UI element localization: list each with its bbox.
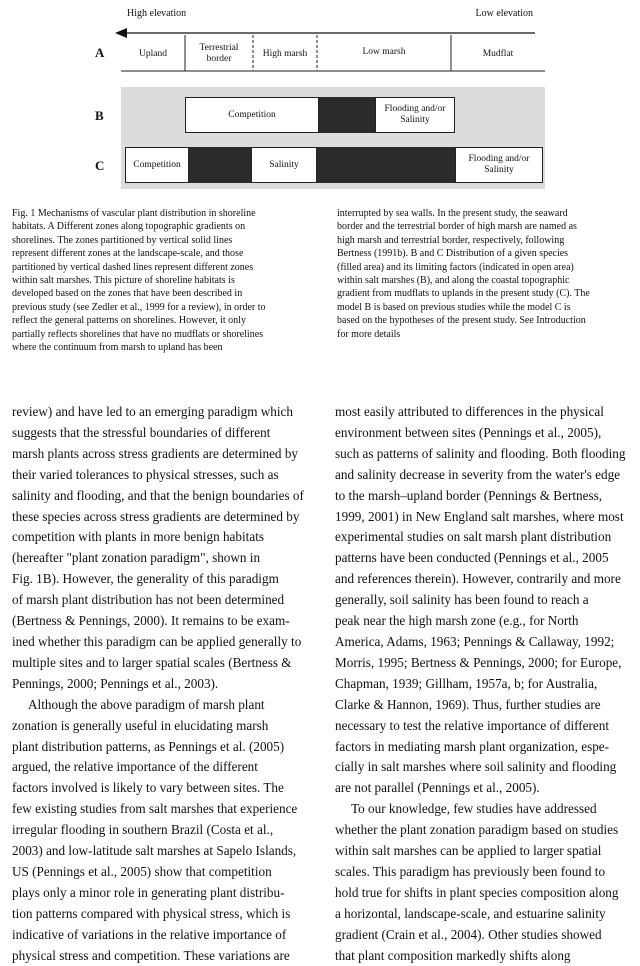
caption-line: gradient from mudflats to uplands in the present study (C). The bbox=[337, 288, 590, 300]
caption-line: high marsh and terrestrial border, respectively, following bbox=[337, 234, 565, 246]
body-line: To our knowledge, few studies have addressed bbox=[351, 801, 597, 817]
figure-caption-right bbox=[337, 207, 631, 341]
body-line: necessary to test the relative importance of different bbox=[335, 717, 610, 733]
caption-line: previous study (see Zedler et al., 1999 for a review), in order to bbox=[12, 301, 266, 313]
body-line: US (Pennings et al., 2005) show that competition bbox=[12, 863, 272, 879]
b-competition-segment: Competition bbox=[185, 97, 319, 133]
figure-caption-left bbox=[12, 207, 306, 354]
body-line: patterns have been conducted (Pennings et al., 2005 bbox=[335, 550, 609, 566]
c-species-distribution-upper bbox=[189, 147, 251, 183]
zone-terrestrial-border: Terrestrial border bbox=[199, 43, 239, 64]
c-salinity-segment: Salinity bbox=[251, 147, 317, 183]
body-line: most easily attributed to differences in the physical bbox=[335, 404, 604, 419]
body-line: salinity and flooding, and that the benign boundaries of bbox=[12, 487, 304, 503]
row-label-a: A bbox=[95, 45, 105, 60]
body-line: scales. This paradigm has previously been found to bbox=[335, 863, 606, 879]
body-line: Chapman, 1939; Gillham, 1957a, b; for Australia, bbox=[335, 675, 598, 691]
body-line: and salinity decrease in severity from the water's edge bbox=[335, 466, 621, 482]
body-line: are not parallel (Pennings et al., 2005). bbox=[335, 780, 540, 796]
body-line: zonation is generally useful in elucidating marsh bbox=[12, 717, 269, 733]
zone-mudflat: Mudflat bbox=[482, 48, 514, 59]
body-line: irregular flooding in southern Brazil (Costa et al., bbox=[12, 822, 274, 838]
body-line: generally, soil salinity has been found to reach a bbox=[335, 592, 589, 608]
caption-line: Bertness (1991b). B and C Distribution of a given species bbox=[337, 248, 569, 260]
body-line: Fig. 1B). However, the generality of this paradigm bbox=[12, 571, 279, 587]
body-line: a horizontal, landscape-scale, and estuarine salinity bbox=[335, 905, 606, 921]
body-line: experimental studies on salt marsh plant distribution bbox=[335, 529, 612, 545]
body-line: factors in mediating marsh plant organization, espe- bbox=[335, 738, 610, 754]
caption-line: based on the hypotheses of the present study. See Introduction bbox=[337, 315, 586, 327]
caption-line: interrupted by sea walls. In the present study, the seaward bbox=[337, 208, 568, 219]
caption-line: reflect the general patterns on shorelines. However, it only bbox=[12, 315, 246, 327]
body-line: (hereafter "plant zonation paradigm", shown in bbox=[12, 550, 261, 566]
row-a-zones bbox=[121, 35, 545, 73]
body-line: America, Adams, 1963; Pennings & Callaway, 1992; bbox=[335, 633, 615, 649]
body-line: peak near the high marsh zone (e.g., for North bbox=[335, 613, 579, 629]
caption-line: partially reflects shorelines that have no mudflats or shorelines bbox=[12, 328, 264, 340]
c-species-distribution-lower bbox=[317, 147, 455, 183]
body-line: their varied tolerances to physical stresses, such as bbox=[12, 466, 279, 482]
body-line: Clarke & Hannon, 1969). Thus, further studies are bbox=[335, 696, 601, 712]
body-line: multiple sites and to larger spatial scales (Bertness & bbox=[12, 654, 292, 670]
body-line: (Bertness & Pennings, 2000). It remains to be exam- bbox=[12, 613, 290, 629]
body-column-left bbox=[12, 402, 308, 966]
body-column-right bbox=[335, 402, 631, 966]
b-flooding-salinity-segment: Flooding and/or Salinity bbox=[375, 97, 455, 133]
body-line: these species across stress gradients are determined by bbox=[12, 508, 300, 524]
body-line: 2003) and low-latitude salt marshes at Sapelo Islands, bbox=[12, 843, 297, 859]
body-line: environment between sites (Pennings et al., 2005), bbox=[335, 424, 602, 440]
caption-line: represent different zones at the landscape-scale, and those bbox=[12, 248, 244, 260]
body-line: review) and have led to an emerging paradigm which bbox=[12, 404, 293, 419]
b-species-distribution bbox=[319, 97, 375, 133]
row-label-b: B bbox=[95, 108, 104, 123]
zone-high-marsh: High marsh bbox=[262, 48, 308, 59]
body-line: Pennings, 2000; Pennings et al., 2003). bbox=[12, 675, 219, 691]
zone-upland: Upland bbox=[139, 48, 167, 59]
caption-line: within salt marshes. This picture of shoreline habitats is bbox=[12, 275, 235, 287]
caption-line: model B is based on previous studies while the model C is bbox=[337, 301, 571, 313]
caption-line: for more details bbox=[337, 328, 401, 340]
body-line: few existing studies from salt marshes that experience bbox=[12, 801, 298, 817]
caption-line: Fig. 1 Mechanisms of vascular plant distribution in shoreline bbox=[12, 208, 256, 219]
body-line: argued, the relative importance of the different bbox=[12, 759, 258, 775]
body-line: cially in salt marshes where soil salinity and flooding bbox=[335, 759, 617, 775]
body-line: whether the plant zonation paradigm based on studies bbox=[335, 822, 619, 838]
caption-line: shorelines. The zones partitioned by vertical solid lines bbox=[12, 234, 233, 246]
body-line: Morris, 1995; Bertness & Pennings, 2000; for Europe, bbox=[335, 654, 622, 670]
body-line: and references therein). However, contrarily and more bbox=[335, 571, 621, 587]
body-line: plays only a minor role in generating plant distribu- bbox=[12, 884, 285, 900]
body-line: hold true for shifts in plant species composition along bbox=[335, 884, 619, 900]
body-line: such as patterns of salinity and flooding. Both flooding bbox=[335, 445, 626, 461]
body-line: marsh plants across stress gradients are determined by bbox=[12, 445, 299, 461]
zone-low-marsh: Low marsh bbox=[362, 46, 406, 57]
body-line: 1999, 2001) in New England salt marshes, where most bbox=[335, 508, 624, 524]
caption-line: developed based on the zones that have been described in bbox=[12, 288, 243, 300]
body-line: gradient (Crain et al., 2004). Other studies showed bbox=[335, 926, 602, 942]
row-label-c: C bbox=[95, 158, 105, 173]
caption-line: border and the terrestrial border of high marsh are named as bbox=[337, 221, 577, 233]
body-line: ined whether this paradigm can be applied generally to bbox=[12, 633, 302, 649]
body-line: indicative of variations in the relative importance of bbox=[12, 926, 287, 942]
body-line: within salt marshes can be applied to larger spatial bbox=[335, 843, 602, 859]
caption-line: (filled area) and its limiting factors (indicated in open area) bbox=[337, 261, 574, 273]
caption-line: habitats. A Different zones along topographic gradients on bbox=[12, 221, 246, 233]
body-line: that plant composition markedly shifts along bbox=[335, 947, 571, 963]
c-flooding-salinity-segment: Flooding and/or Salinity bbox=[455, 147, 543, 183]
body-line: of marsh plant distribution has not been determined bbox=[12, 592, 285, 608]
body-line: tion patterns compared with physical stress, which is bbox=[12, 905, 291, 921]
low-elevation-label: Low elevation bbox=[475, 8, 533, 19]
body-line: physical stress and competition. These variations are bbox=[12, 947, 290, 963]
body-line: suggests that the stressful boundaries of different bbox=[12, 424, 271, 440]
c-competition-segment: Competition bbox=[125, 147, 189, 183]
caption-line: where the continuum from marsh to upland has been bbox=[12, 342, 223, 354]
caption-line: within salt marshes (B), and along the coastal topographic bbox=[337, 275, 570, 287]
body-line: plant distribution patterns, as Pennings et al. (2005) bbox=[12, 738, 285, 754]
body-line: competition with plants in more benign habitats bbox=[12, 529, 264, 545]
high-elevation-label: High elevation bbox=[127, 8, 187, 19]
figure-1 bbox=[95, 0, 545, 200]
body-line: Although the above paradigm of marsh plant bbox=[28, 696, 265, 712]
body-line: to the marsh–upland border (Pennings & Bertness, bbox=[335, 487, 603, 503]
caption-line: partitioned by vertical dashed lines represent different zones bbox=[12, 261, 254, 273]
body-line: factors involved is likely to vary between sites. The bbox=[12, 780, 284, 796]
